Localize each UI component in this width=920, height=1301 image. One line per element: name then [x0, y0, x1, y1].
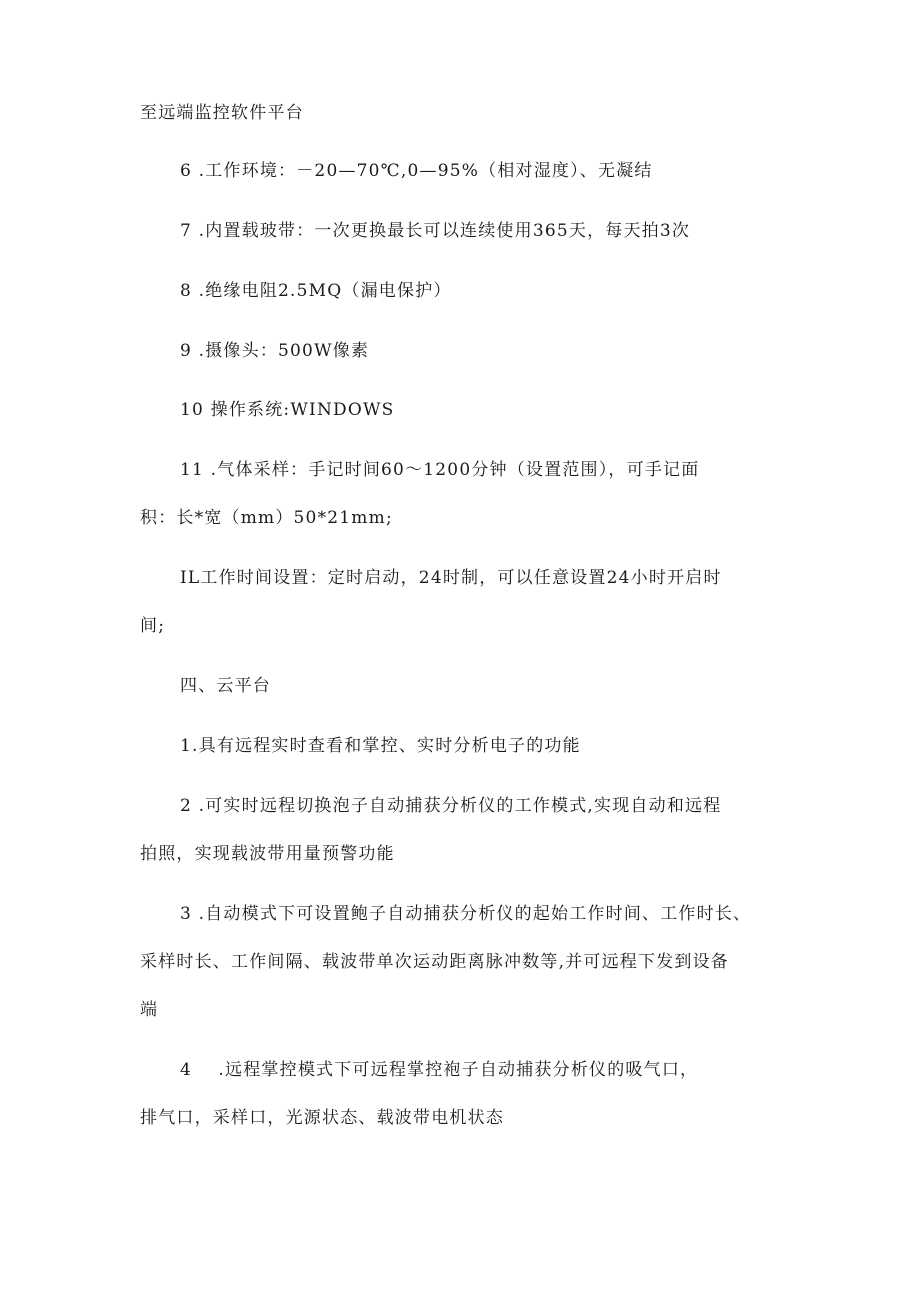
- cloud-item-3-continuation-end: 端: [140, 1000, 159, 1020]
- spec-item-6-environment: 6 .工作环境：－20—70℃,0—95%（相对湿度）、无凝结: [180, 161, 653, 181]
- spec-item-7-slide-tape: 7 .内置载玻带：一次更换最长可以连续使用365天，每天拍3次: [180, 221, 691, 241]
- cloud-item-3-continuation: 采样时长、工作间隔、载波带单次运动距离脉冲数等,并可远程下发到设备: [140, 952, 730, 972]
- cloud-item-2: 2 .可实时远程切换泡子自动捕获分析仪的工作模式,实现自动和远程: [180, 796, 722, 816]
- cloud-item-4: 4 .远程掌控模式下可远程掌控袍子自动捕获分析仪的吸气口，: [180, 1060, 699, 1080]
- spec-item-11-continuation: 积：长*宽（mm）50*21mm;: [140, 508, 393, 528]
- spec-item-11-gas-sampling: 11 .气体采样：手记时间60～1200分钟（设置范围），可手记面: [180, 460, 700, 480]
- spec-item-8-insulation: 8 .绝缘电阻2.5MQ（漏电保护）: [180, 281, 452, 301]
- section-heading-cloud-platform: 四、云平台: [180, 676, 271, 696]
- spec-item-12-continuation: 间;: [140, 616, 166, 636]
- spec-item-12-work-time: IL工作时间设置：定时启动，24时制，可以任意设置24小时开启时: [180, 568, 722, 588]
- cloud-item-3: 3 .自动模式下可设置鲍子自动捕获分析仪的起始工作时间、工作时长、: [180, 904, 752, 924]
- paragraph-continuation: 至远端监控软件平台: [140, 103, 304, 123]
- cloud-item-4-continuation: 排气口，采样口，光源状态、载波带电机状态: [140, 1108, 504, 1128]
- cloud-item-1: 1.具有远程实时查看和掌控、实时分析电子的功能: [180, 736, 581, 756]
- cloud-item-2-continuation: 拍照，实现载波带用量预警功能: [140, 844, 395, 864]
- spec-item-9-camera: 9 .摄像头：500W像素: [180, 341, 370, 361]
- spec-item-10-os: 10 操作系统:WINDOWS: [180, 400, 395, 420]
